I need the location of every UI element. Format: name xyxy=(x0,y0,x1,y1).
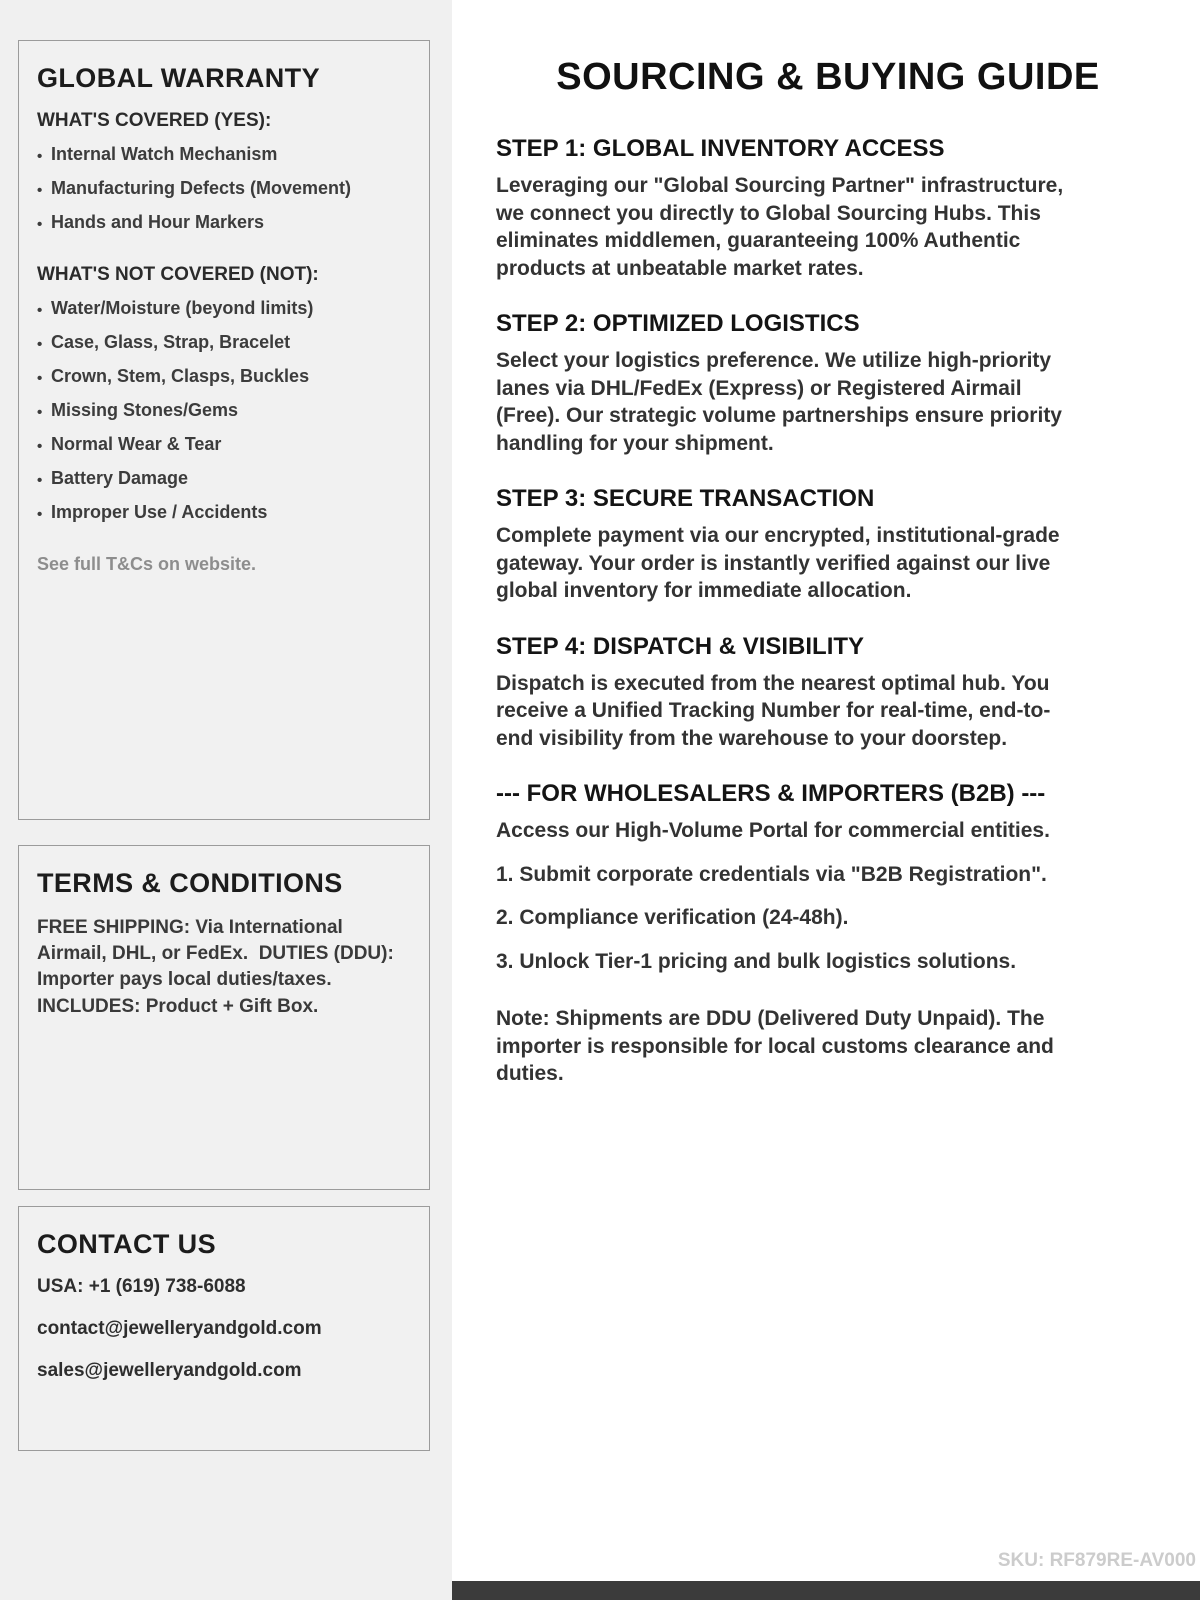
sku-label: SKU: RF879RE-AV000 xyxy=(997,1550,1196,1571)
bullet-icon xyxy=(37,502,51,524)
step-4-section xyxy=(496,633,1082,753)
not-covered-list xyxy=(37,298,411,524)
contact-panel xyxy=(18,1206,430,1451)
step-2-heading: STEP 2: OPTIMIZED LOGISTICS xyxy=(496,310,860,337)
list-item-text: Water/Moisture (beyond limits) xyxy=(51,297,314,318)
list-item xyxy=(37,502,411,524)
bottom-bar xyxy=(452,1581,1200,1600)
list-item-text: Battery Damage xyxy=(51,467,189,488)
warranty-panel xyxy=(18,40,430,820)
step-2-section xyxy=(496,310,1082,457)
list-item-text: Missing Stones/Gems xyxy=(51,399,239,420)
bullet-icon xyxy=(37,298,51,320)
b2b-item-3: 3. Unlock Tier-1 pricing and bulk logistics solutions. xyxy=(496,949,1017,973)
b2b-item-1: 1. Submit corporate credentials via "B2B Registration". xyxy=(496,862,1047,886)
step-1-heading: STEP 1: GLOBAL INVENTORY ACCESS xyxy=(496,135,945,162)
b2b-section xyxy=(496,780,1082,1088)
list-item xyxy=(37,366,411,388)
list-item-text: Normal Wear & Tear xyxy=(51,433,222,454)
list-item-text: Improper Use / Accidents xyxy=(51,501,268,522)
terms-body: FREE SHIPPING: Via International Airmail, DHL, or FedEx. DUTIES (DDU): Importer pays local duties/taxes. INCLUDES: Product + Gift Box. xyxy=(37,917,400,1017)
list-item xyxy=(37,212,411,234)
list-item xyxy=(37,434,411,456)
bullet-icon xyxy=(37,468,51,490)
bullet-icon xyxy=(37,434,51,456)
not-covered-title: WHAT'S NOT COVERED (NOT): xyxy=(37,263,319,285)
terms-panel xyxy=(18,845,430,1190)
list-item-text: Internal Watch Mechanism xyxy=(51,144,278,164)
step-4-heading: STEP 4: DISPATCH & VISIBILITY xyxy=(496,632,865,660)
contact-title: CONTACT US xyxy=(37,1229,216,1259)
b2b-heading: --- FOR WHOLESALERS & IMPORTERS (B2B) --- xyxy=(496,780,1046,807)
terms-title: TERMS & CONDITIONS xyxy=(37,868,343,898)
covered-list xyxy=(37,144,411,234)
sidebar xyxy=(0,0,452,1600)
covered-title: WHAT'S COVERED (YES): xyxy=(37,110,272,131)
step-3-section xyxy=(496,485,1082,605)
ddu-note: Note: Shipments are DDU (Delivered Duty Unpaid). The importer is responsible for local customs clearance and duties. xyxy=(496,1007,1054,1085)
list-item-text: Hands and Hour Markers xyxy=(51,211,265,232)
bullet-icon xyxy=(37,400,51,422)
warranty-footnote: See full T&Cs on website. xyxy=(37,553,257,574)
list-item xyxy=(37,468,411,490)
step-3-heading: STEP 3: SECURE TRANSACTION xyxy=(496,485,875,512)
list-item-text: Case, Glass, Strap, Bracelet xyxy=(51,331,291,352)
step-2-body: Select your logistics preference. We utilize high-priority lanes via DHL/FedEx (Express) or Registered Airmail (Free). Our strategic volume partnerships ensure priority handling for your shipment. xyxy=(496,349,1062,455)
bullet-icon xyxy=(37,212,51,234)
step-4-body: Dispatch is executed from the nearest optimal hub. You receive a Unified Tracking Number for real-time, end-to-end visibility from the warehouse to your doorstep. xyxy=(496,671,1051,750)
step-3-body: Complete payment via our encrypted, institutional-grade gateway. Your order is instantly verified against our live global inventory for immediate allocation. xyxy=(496,524,1060,602)
list-item xyxy=(37,400,411,422)
warranty-title: GLOBAL WARRANTY xyxy=(37,63,320,93)
page-title: SOURCING & BUYING GUIDE xyxy=(556,56,1100,98)
list-item-text: Crown, Stem, Clasps, Buckles xyxy=(51,365,310,386)
step-1-section xyxy=(496,135,1082,282)
b2b-intro: Access our High-Volume Portal for commercial entities. xyxy=(496,819,1050,842)
list-item xyxy=(37,298,411,320)
bullet-icon xyxy=(37,332,51,354)
bullet-icon xyxy=(37,178,51,200)
sales-email: sales@jewelleryandgold.com xyxy=(37,1360,302,1381)
list-item xyxy=(37,332,411,354)
bullet-icon xyxy=(37,366,51,388)
step-1-body: Leveraging our "Global Sourcing Partner" infrastructure, we connect you directly to Global Sourcing Hubs. This eliminates middlemen, guaranteeing 100% Authentic products at unbeatable market rates. xyxy=(496,174,1064,280)
contact-phone: USA: +1 (619) 738-6088 xyxy=(37,1276,246,1297)
main-content xyxy=(452,0,1200,1600)
list-item-text: Manufacturing Defects (Movement) xyxy=(51,177,352,198)
guide-content xyxy=(496,135,1082,1088)
contact-email: contact@jewelleryandgold.com xyxy=(37,1318,322,1339)
list-item xyxy=(37,178,411,200)
list-item xyxy=(37,144,411,166)
bullet-icon xyxy=(37,144,51,166)
b2b-item-2: 2. Compliance verification (24-48h). xyxy=(496,906,849,929)
